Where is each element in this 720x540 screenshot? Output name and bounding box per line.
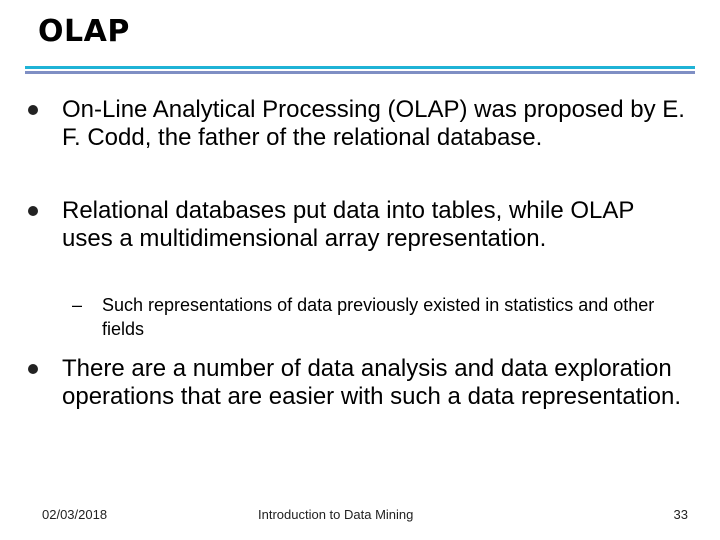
- bullet-dot-icon: [28, 364, 38, 374]
- footer-course-title: Introduction to Data Mining: [258, 507, 414, 522]
- bullet-text: Relational databases put data into tables, while OLAP uses a multidimensional array representation.: [62, 197, 634, 252]
- title-underline-top: [25, 66, 695, 69]
- bullet-item-2: [28, 197, 688, 283]
- bullet-dot-icon: [28, 105, 38, 115]
- slide-title: OLAP: [38, 14, 130, 49]
- bullet-text: On-Line Analytical Processing (OLAP) was proposed by E. F. Codd, the father of the relational database.: [62, 96, 685, 151]
- sub-bullet-text: Such representations of data previously existed in statistics and other fields: [102, 295, 655, 339]
- bullet-text: There are a number of data analysis and data exploration operations that are easier with such a data representation.: [62, 355, 682, 410]
- title-underline-bottom: [25, 71, 695, 74]
- footer-date: 02/03/2018: [42, 507, 108, 522]
- sub-bullet-item-1: [72, 293, 672, 343]
- footer-page-number: 33: [673, 507, 688, 522]
- sub-bullet-dash: –: [72, 295, 83, 315]
- bullet-item-3: [28, 355, 688, 445]
- bullet-dot-icon: [28, 206, 38, 216]
- bullet-item-1: [28, 96, 688, 182]
